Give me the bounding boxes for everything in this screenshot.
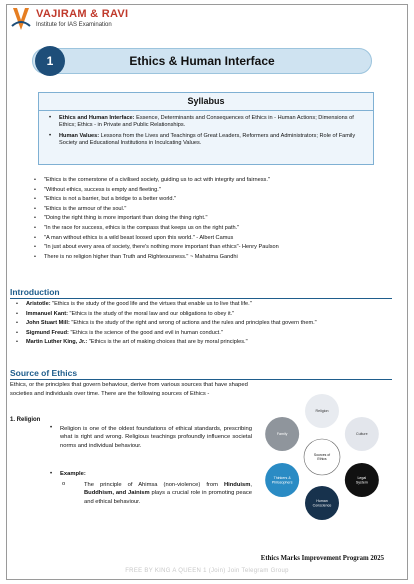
chapter-number: 1 xyxy=(35,46,65,76)
intro-item-label: John Stuart Mill: xyxy=(26,320,70,327)
diagram-node-label: Thinkers & Philosophers xyxy=(271,476,293,485)
diagram-node-label: Human Conscience xyxy=(312,499,332,508)
intro-item-text: "Ethics is the study of the good life and the virtues that enable us to live that life." xyxy=(50,301,252,307)
diagram-node-label: Legal System xyxy=(355,476,368,485)
intro-item xyxy=(26,310,392,318)
brand-tagline: Institute for IAS Examination xyxy=(36,22,112,28)
brand-logo xyxy=(10,4,140,44)
example-text-part: , xyxy=(250,482,252,488)
syllabus-item xyxy=(59,133,367,148)
quote-item: • "In the race for success, ethics is the compass that keeps us on the right path." xyxy=(44,224,384,234)
logo-emblem-icon xyxy=(10,6,32,32)
sources-rule xyxy=(10,379,392,380)
intro-item-label: Aristotle: xyxy=(26,301,51,307)
intro-item-label: Sigmund Freud: xyxy=(26,329,69,336)
syllabus-item-label: Ethics and Human Interface: xyxy=(59,115,135,121)
syllabus-item-text: Lessons from the Lives and Teachings of Great Leaders, Reformers and Administrators; Role of Family Society and Educational Institutions in Inculcating Values. xyxy=(59,132,356,146)
chapter-banner xyxy=(32,48,372,74)
example-label: Example: xyxy=(60,471,86,477)
intro-item-text: "Ethics is the study of the moral law and our obligations to obey it." xyxy=(67,310,235,317)
quote-item: • "Ethics is the armour of the soul." xyxy=(44,205,384,215)
intro-item-text: "Ethics is the study of the right and wrong of actions and the rules and principles that govern them." xyxy=(69,320,317,327)
quotes-list xyxy=(44,176,384,262)
introduction-list xyxy=(26,300,392,348)
intro-item-text: "Ethics is the art of making choices that are by moral principles." xyxy=(87,339,248,346)
intro-item xyxy=(26,319,392,327)
syllabus-heading: Syllabus xyxy=(39,93,373,111)
quote-item: • "Ethics is the cornerstone of a civilised society, guiding us to act with integrity and fairness." xyxy=(44,176,384,186)
bullet-icon: • xyxy=(50,425,53,431)
syllabus-item-label: Human Values: xyxy=(59,132,100,139)
intro-item xyxy=(26,329,392,337)
intro-item xyxy=(26,338,392,346)
example-text-part: plays a crucial role in promoting peace and ethical behaviour. xyxy=(84,490,252,505)
intro-item-label: Immanuel Kant: xyxy=(26,310,68,317)
example-text xyxy=(84,481,252,506)
syllabus-item-text: Essence, Determinants and Consequences of Ethics in - Human Actions; Dimensions of Ethics; Ethics - in Private and Public Relationships. xyxy=(59,115,354,129)
example-text-part: The principle of Ahimsa (non-violence) from xyxy=(84,482,224,488)
syllabus-item xyxy=(59,115,367,130)
intro-item-text: "Ethics is the science of the good and evil in human conduct." xyxy=(68,329,223,336)
sources-heading: Source of Ethics xyxy=(10,368,78,378)
sources-diagram xyxy=(256,390,388,524)
quote-item: • "A man without ethics is a wild beast loosed upon this world." - Albert Camus xyxy=(44,234,384,244)
sources-intro: Ethics, or the principles that govern behaviour, derive from various sources that have shaped societies and individuals over time. There are the following sources of Ethics - xyxy=(10,382,248,397)
footer-program: Ethics Marks Improvement Program 2025 xyxy=(260,555,384,562)
introduction-heading: Introduction xyxy=(10,287,60,297)
example-text-bold: Hinduism xyxy=(223,482,251,488)
religion-text: Religion is one of the oldest foundations of ethical standards, prescribing what is right and wrong. Religious teachings profoundly influence societal norms and individual behaviour. xyxy=(60,426,252,449)
brand-name: VAJIRAM & RAVI xyxy=(36,8,129,20)
introduction-rule xyxy=(10,298,392,299)
quote-item: • There is no religion higher than Truth and Righteousness." ~ Mahatma Gandhi xyxy=(44,253,384,263)
quote-item: • "Ethics is not a barrier, but a bridge to a better world." xyxy=(44,195,384,205)
intro-item-label: Martin Luther King, Jr.: xyxy=(26,339,88,346)
religion-heading: 1. Religion xyxy=(10,417,41,423)
example-marker: o xyxy=(62,481,66,487)
diagram-node-label: Religion xyxy=(315,409,329,414)
quote-item: • "Without ethics, success is empty and fleeting." xyxy=(44,186,384,196)
chapter-title: Ethics & Human Interface xyxy=(129,54,275,68)
diagram-node-label: Family xyxy=(276,432,288,437)
diagram-center-label: Sources of Ethics xyxy=(313,453,331,462)
intro-item xyxy=(26,300,392,308)
syllabus-box xyxy=(38,92,374,165)
quote-item: • "Doing the right thing is more important than doing the thing right." xyxy=(44,214,384,224)
diagram-node-label: Culture xyxy=(356,432,368,437)
bullet-icon: • xyxy=(50,471,53,477)
footer-watermark: FREE BY KING A QUEEN 1 (Join) Join Telegram Group xyxy=(125,568,289,574)
example-text-bold: Buddhism, and Jainism xyxy=(84,490,150,497)
quote-item: • "In just about every area of society, there's nothing more important than ethics"- Henry Paulson xyxy=(44,243,384,253)
